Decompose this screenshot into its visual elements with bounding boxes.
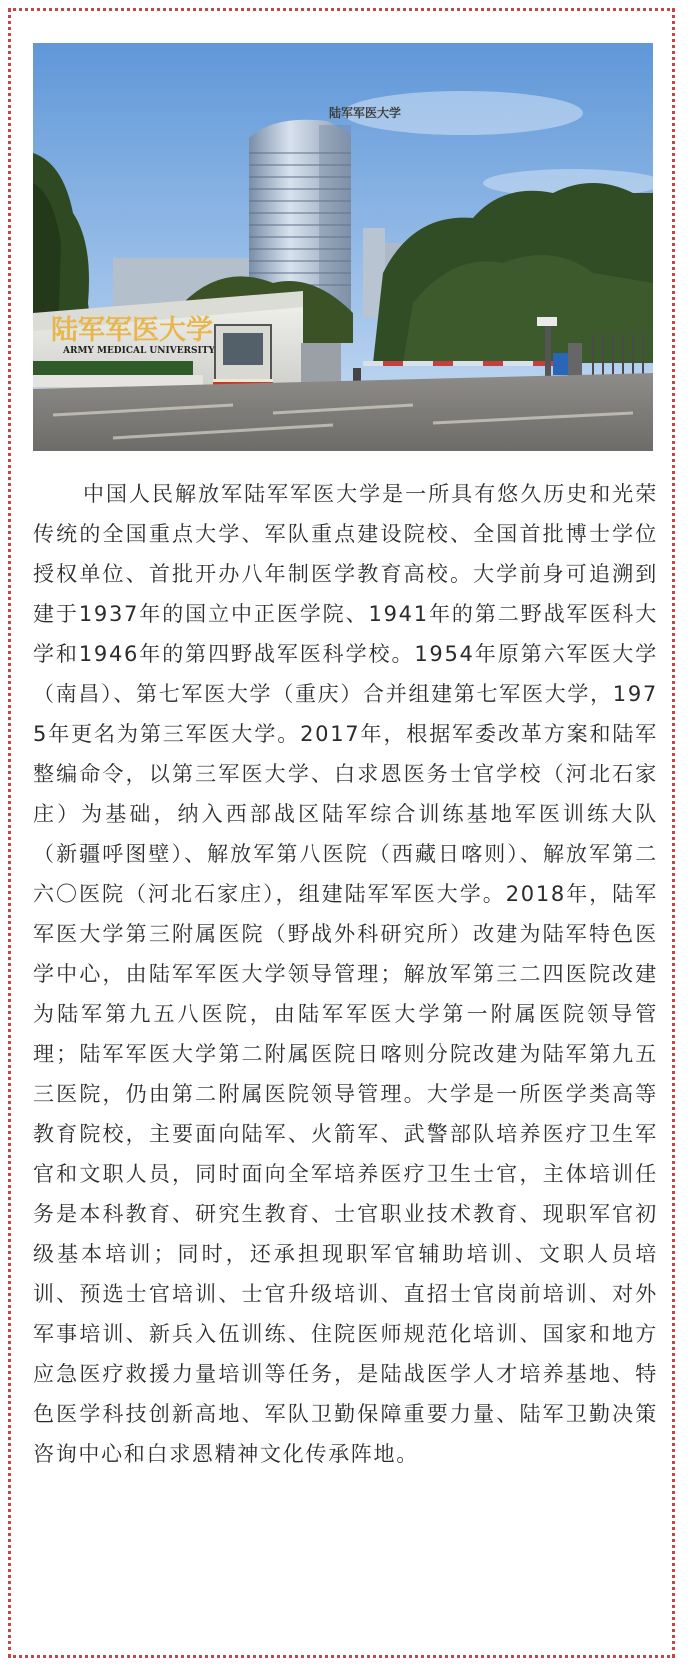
tower-sign-text: 陆军军医大学 [329, 106, 402, 120]
gate-sign-cn: 陆军军医大学 [51, 315, 213, 346]
university-introduction-text: 中国人民解放军陆军军医大学是一所具有悠久历史和光荣传统的全国重点大学、军队重点建设院校、全国首批博士学位授权单位、首批开办八年制医学教育高校。大学前身可追溯到建于1937年的国立中正医学院、1941年的第二野战军医科大学和1946年的第四野战军医科学校。1954年原第六军医大学（南昌）、第七军医大学（重庆）合并组建第七军医大学，1975年更名为第三军医大学。2017年，根据军委改革方案和陆军整编命令，以第三军医大学、白求恩医务士官学校（河北石家庄）为基础，纳入西部战区陆军综合训练基地军医训练大队（新疆呼图壁）、解放军第八医院（西藏日喀则）、解放军第二六〇医院（河北石家庄），组建陆军军医大学。2018年，陆军军医大学第三附属医院（野战外科研究所）改建为陆军特色医学中心，由陆军军医大学领导管理；解放军第三二四医院改建为陆军第九五八医院，由陆军军医大学第一附属医院领导管理；陆军军医大学第二附属医院日喀则分院改建为陆军第九五三医院，仍由第二附属医院领导管理。大学是一所医学类高等教育院校，主要面向陆军、火箭军、武警部队培养医疗卫生军官和文职人员，同时面向全军培养医疗卫生士官，主体培训任务是本科教育、研究生教育、士官职业技术教育、现职军官初级基本培训；同时，还承担现职军官辅助培训、文职人员培训、预选士官培训、士官升级培训、直招士官岗前培训、对外军事培训、新兵入伍训练、住院医师规范化培训、国家和地方应急医疗救援力量培训等任务，是陆战医学人才培养基地、特色医学科技创新高地、军队卫勤保障重要力量、陆军卫勤决策咨询中心和白求恩精神文化传承阵地。 [33, 482, 658, 1466]
gate-sign-en: ARMY MEDICAL UNIVERSITY [63, 346, 215, 356]
campus-gate-photo [33, 43, 653, 451]
